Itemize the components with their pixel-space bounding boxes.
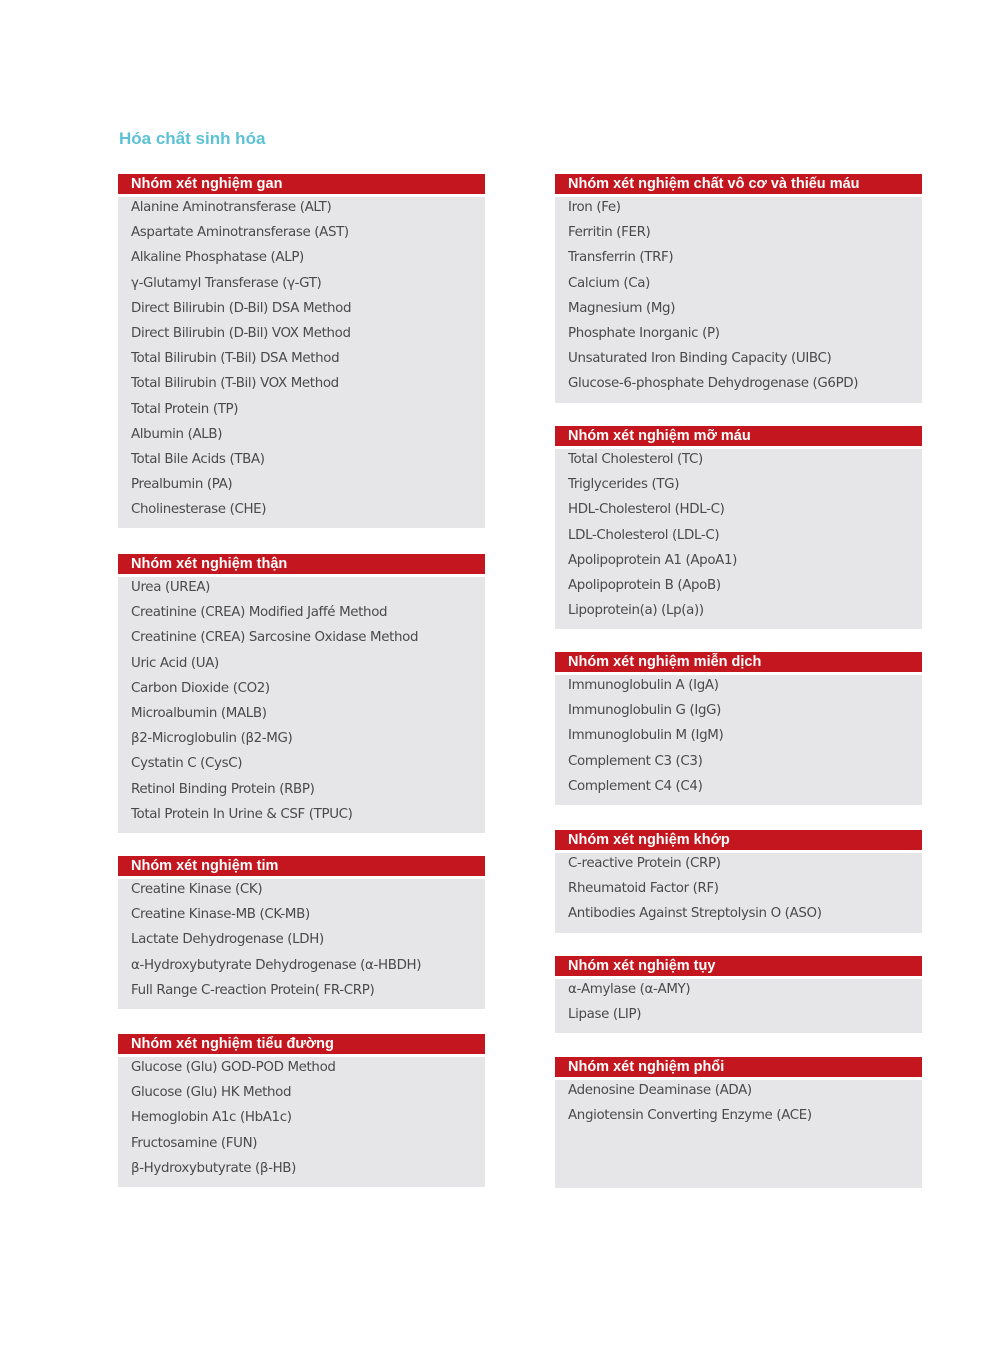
list-item: Retinol Binding Protein (RBP): [131, 781, 315, 797]
group-header: Nhóm xét nghiệm tiểu đường: [118, 1034, 485, 1054]
list-item: Creatinine (CREA) Modified Jaffé Method: [131, 605, 388, 621]
group-item-list: [118, 879, 485, 1009]
list-item: Total Cholesterol (TC): [568, 452, 703, 467]
list-item: Total Protein (TP): [131, 401, 239, 417]
list-item: Lipoprotein(a) (Lp(a)): [568, 603, 704, 619]
list-item: LDL-Cholesterol (LDL-C): [568, 527, 720, 543]
group-header: Nhóm xét nghiệm tụy: [555, 956, 922, 976]
list-item: Creatinine (CREA) Sarcosine Oxidase Method: [131, 630, 419, 646]
list-item: β-Hydroxybutyrate (β-HB): [131, 1160, 297, 1176]
list-item: Total Bilirubin (T-Bil) VOX Method: [131, 376, 339, 392]
list-item: α-Amylase (α-AMY): [568, 982, 691, 997]
list-item: C-reactive Protein (CRP): [568, 856, 721, 871]
group-item-list: [555, 853, 922, 933]
group-item-list: [555, 1080, 922, 1188]
group-heart: [118, 856, 485, 1009]
list-item: Creatine Kinase (CK): [131, 882, 263, 897]
list-item: Alanine Aminotransferase (ALT): [131, 200, 332, 215]
group-header: Nhóm xét nghiệm gan: [118, 174, 485, 194]
group-item-list: [555, 979, 922, 1033]
list-item: Cholinesterase (CHE): [131, 502, 267, 518]
group-header: Nhóm xét nghiệm mỡ máu: [555, 426, 922, 446]
list-item: γ-Glutamyl Transferase (γ-GT): [131, 275, 322, 291]
list-item: Fructosamine (FUN): [131, 1135, 258, 1151]
list-item: Glucose (Glu) GOD-POD Method: [131, 1060, 336, 1075]
group-header: Nhóm xét nghiệm miễn dịch: [555, 652, 922, 672]
list-item: Aspartate Aminotransferase (AST): [131, 225, 349, 241]
list-item: Antibodies Against Streptolysin O (ASO): [568, 906, 822, 922]
page-title: Hóa chất sinh hóa: [119, 129, 266, 148]
group-immunology: [555, 652, 922, 805]
group-item-list: [555, 449, 922, 629]
group-lipid: [555, 426, 922, 629]
list-item: Microalbumin (MALB): [131, 705, 267, 721]
list-item: Albumin (ALB): [131, 426, 223, 442]
group-item-list: [555, 675, 922, 805]
list-item: Prealbumin (PA): [131, 477, 233, 493]
list-item: α-Hydroxybutyrate Dehydrogenase (α-HBDH): [131, 957, 422, 973]
list-item: Iron (Fe): [568, 200, 621, 215]
list-item: Carbon Dioxide (CO2): [131, 680, 270, 696]
group-pancreas: [555, 956, 922, 1033]
group-header: Nhóm xét nghiệm thận: [118, 554, 485, 574]
group-item-list: [118, 1057, 485, 1187]
list-item: Alkaline Phosphatase (ALP): [131, 250, 304, 266]
group-diabetes: [118, 1034, 485, 1187]
group-joint: [555, 830, 922, 933]
group-item-list: [555, 197, 922, 403]
list-item: Hemoglobin A1c (HbA1c): [131, 1110, 292, 1126]
list-item: Direct Bilirubin (D-Bil) VOX Method: [131, 325, 351, 341]
list-item: Direct Bilirubin (D-Bil) DSA Method: [131, 300, 352, 316]
list-item: Total Protein In Urine & CSF (TPUC): [131, 806, 353, 822]
list-item: Complement C4 (C4): [568, 778, 703, 794]
group-lung: [555, 1057, 922, 1188]
list-item: Glucose-6-phosphate Dehydrogenase (G6PD): [568, 376, 859, 392]
list-item: Angiotensin Converting Enzyme (ACE): [568, 1108, 812, 1124]
group-liver: [118, 174, 485, 528]
list-item: Adenosine Deaminase (ADA): [568, 1083, 752, 1098]
list-item: Urea (UREA): [131, 580, 211, 595]
list-item: Creatine Kinase-MB (CK-MB): [131, 907, 310, 923]
list-item: Calcium (Ca): [568, 275, 650, 291]
list-item: Uric Acid (UA): [131, 655, 219, 671]
list-item: Magnesium (Mg): [568, 300, 676, 316]
list-item: Full Range C-reaction Protein( FR-CRP): [131, 982, 375, 998]
list-item: Phosphate Inorganic (P): [568, 325, 720, 341]
group-header: Nhóm xét nghiệm chất vô cơ và thiếu máu: [555, 174, 922, 194]
list-item: Lactate Dehydrogenase (LDH): [131, 932, 324, 948]
list-item: Immunoglobulin A (IgA): [568, 678, 719, 693]
list-item: Complement C3 (C3): [568, 753, 703, 769]
group-header: Nhóm xét nghiệm khớp: [555, 830, 922, 850]
group-header: Nhóm xét nghiệm tim: [118, 856, 485, 876]
group-inorganic-anemia: [555, 174, 922, 403]
list-item: Immunoglobulin G (IgG): [568, 703, 721, 719]
group-kidney: [118, 554, 485, 833]
list-item: Total Bilirubin (T-Bil) DSA Method: [131, 351, 340, 367]
list-item: Immunoglobulin M (IgM): [568, 728, 724, 744]
list-item: Triglycerides (TG): [568, 477, 680, 493]
list-item: Apolipoprotein B (ApoB): [568, 577, 721, 593]
list-item: Unsaturated Iron Binding Capacity (UIBC): [568, 351, 832, 367]
list-item: Cystatin C (CysC): [131, 756, 243, 772]
list-item: Total Bile Acids (TBA): [131, 451, 265, 467]
group-header: Nhóm xét nghiệm phổi: [555, 1057, 922, 1077]
list-item: Apolipoprotein A1 (ApoA1): [568, 552, 738, 568]
list-item: β2-Microglobulin (β2-MG): [131, 731, 293, 747]
list-item: Rheumatoid Factor (RF): [568, 881, 719, 897]
list-item: Transferrin (TRF): [568, 250, 674, 266]
group-item-list: [118, 577, 485, 833]
group-item-list: [118, 197, 485, 528]
list-item: Glucose (Glu) HK Method: [131, 1085, 292, 1101]
list-item: Ferritin (FER): [568, 225, 651, 241]
list-item: HDL-Cholesterol (HDL-C): [568, 502, 725, 518]
list-item: Lipase (LIP): [568, 1007, 642, 1023]
